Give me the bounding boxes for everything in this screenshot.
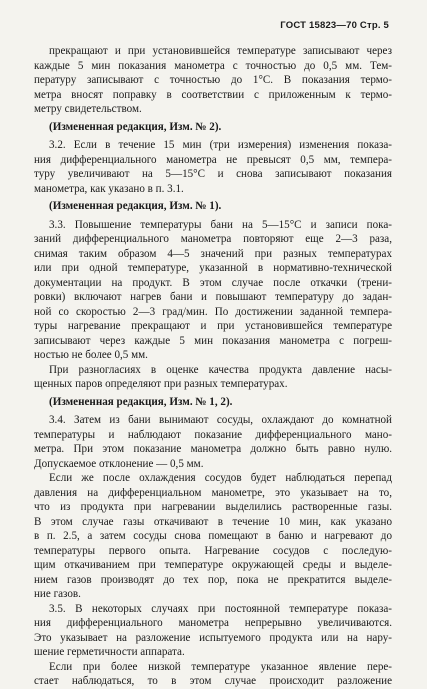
text-line: в п. 2.5, а затем сосуды снова помещают в баню и нагревают до: [34, 530, 392, 542]
text-line: температуры первого опыта. Нагревание сосудов с последую-: [34, 544, 392, 557]
text-line: туры нагревание прекращают и при установившейся температуре: [34, 320, 392, 332]
text-line: что из продукта при нагревании выделились растворенные газы.: [34, 501, 392, 513]
text-line: прекращают и при установившейся температуре записывают через: [49, 45, 392, 57]
text-line: Допускаемое отклонение — 0,5 мм.: [34, 457, 204, 470]
text-line: метра. При этом показание манометра должно быть равно нулю.: [34, 443, 392, 455]
paragraph: [34, 218, 392, 363]
text-line: туру увеличивают на 5—15°С и снова записывают показания: [34, 168, 392, 180]
amendment-note: (Измененная редакция, Изм. № 1).: [49, 200, 222, 212]
paragraph: [34, 44, 392, 117]
paragraph: [34, 138, 392, 196]
text-line: записывают через каждые 5 мин показания манометра с погреш-: [34, 334, 392, 347]
paragraph: [34, 413, 392, 471]
text-line: снимая таким образом 4—5 значений при разных температурах: [34, 247, 392, 260]
text-line: ния дифференциального манометра непрерывно увеличиваются.: [34, 617, 392, 629]
text-line: При разногласиях в оценке качества продукта давление насы-: [49, 363, 392, 376]
text-line: стает наблюдаться, то в этом случае происходит разложение: [34, 675, 392, 687]
text-line: Это указывает на разложение испытуемого продукта или на нару-: [34, 631, 392, 644]
text-line: Если при более низкой температуре указанное явление пере-: [49, 660, 392, 673]
text-line: шение герметичности аппарата.: [34, 646, 185, 658]
text-line: 3.5. В некоторых случаях при постоянной температуре показа-: [49, 602, 392, 615]
text-line: метру свидетельством.: [34, 103, 142, 115]
text-line: заний дифференциального манометра повторяют еще 2—3 раза,: [34, 233, 392, 245]
text-line: ние газов.: [34, 588, 81, 600]
text-line: каждые 5 мин показания манометра с точностью до 0,5 мм. Тем-: [34, 59, 392, 72]
text-line: метра вносят поправку в соответствии с приложенным к термо-: [34, 88, 392, 101]
text-line: щенных паров определяют при разных температурах.: [34, 378, 288, 390]
text-line: ностью не более 0,5 мм.: [34, 349, 148, 361]
text-line: документации на продукт. В этом случае после откачки (трени-: [34, 276, 392, 289]
text-line: ровки) включают нагрев бани и повышают температуру до задан-: [34, 291, 392, 303]
text-line: 3.4. Затем из бани вынимают сосуды, охлаждают до комнатной: [49, 414, 392, 426]
text-line: В этом случае газы откачивают в течение 10 мин, как указано: [34, 515, 392, 528]
paragraph: [34, 471, 392, 602]
text-line: 3.3. Повышение температуры бани на 5—15°С и записи пока-: [49, 218, 392, 231]
paragraph: [34, 363, 392, 392]
text-line: 3.2. Если в течение 15 мин (три измерения) изменения показа-: [49, 139, 392, 151]
paragraph: [34, 602, 392, 660]
text-line: температуры и наблюдают показание дифференциального мано-: [34, 428, 392, 441]
document-body: [34, 44, 392, 689]
text-line: Если же после охлаждения сосудов будет наблюдаться перепад: [49, 472, 392, 484]
paragraph: [34, 660, 392, 689]
text-line: давления на дифференциальном манометре, это указывает на то,: [34, 486, 392, 499]
text-line: пературу записывают с точностью до 1°С. В показания термо-: [34, 74, 392, 86]
page-header: ГОСТ 15823—70 Стр. 5: [280, 20, 389, 31]
text-line: ния дифференциального манометра не превысят 0,5 мм, темпера-: [34, 153, 392, 166]
amendment-note: (Измененная редакция, Изм. № 2).: [49, 120, 222, 133]
text-line: ной со скоростью 2—3 град/мин. По достижении заданной темпера-: [34, 305, 392, 318]
text-line: щим откачиванием при температуре окружающей среды и выделе-: [34, 559, 392, 571]
text-line: или при одной температуре, указанной в нормативно-технической: [34, 262, 392, 274]
amendment-note: (Измененная редакция, Изм. № 1, 2).: [49, 395, 233, 408]
text-line: манометра, как указано в п. 3.1.: [34, 182, 184, 195]
text-line: нием газов производят до тех пор, пока не прекратится выделе-: [34, 573, 392, 586]
